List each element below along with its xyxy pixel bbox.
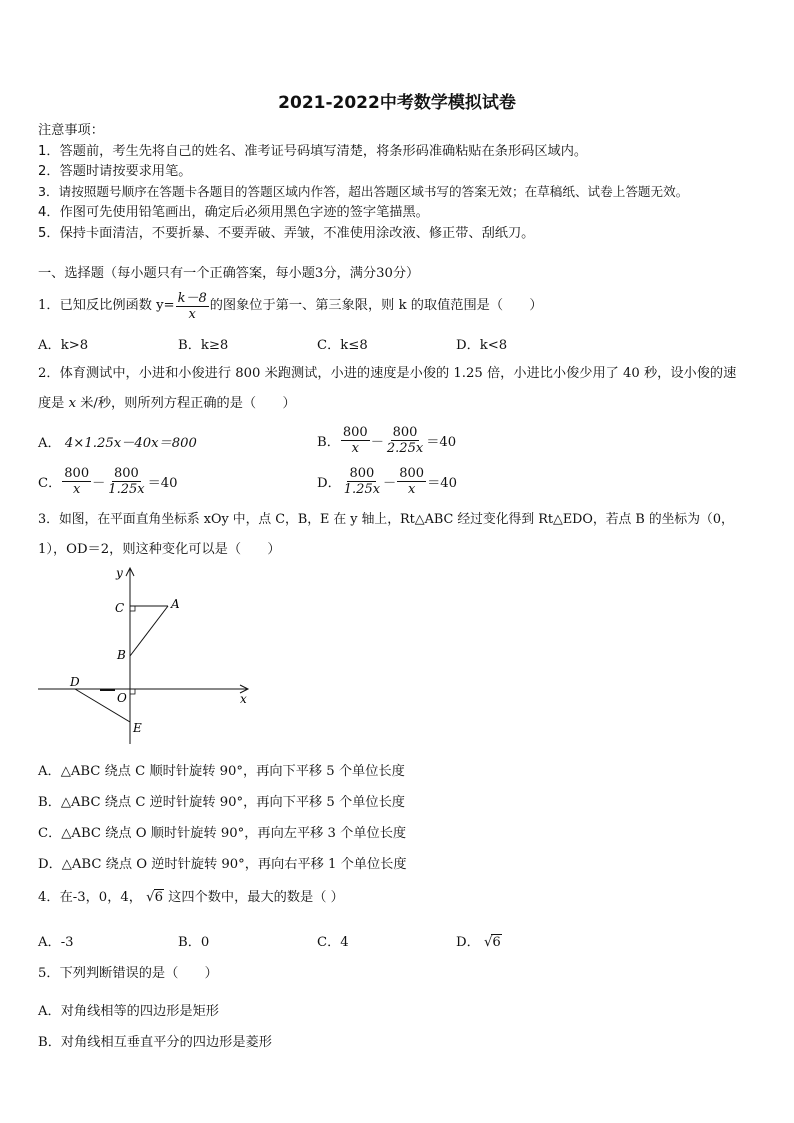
option-label: D．: [456, 935, 480, 950]
fraction: [397, 466, 426, 497]
q3-option-c: C．△ABC 绕点 O 顺时针旋转 90°，再向左平移 3 个单位长度: [38, 826, 407, 841]
q1-option-b: B．k≥8: [178, 338, 229, 353]
notice-item: 3．请按照题号顺序在答题卡各题目的答题区域内作答，超出答题区域书写的答案无效；在草稿纸、试卷上答题无效。: [38, 184, 689, 199]
fraction-denominator: x: [407, 481, 416, 497]
fraction-numerator: 800: [399, 465, 425, 481]
sqrt-expression: √6: [483, 935, 501, 950]
q4-option-d: [456, 931, 502, 950]
q2-option-d: [317, 461, 457, 501]
q1-fraction: [176, 291, 209, 322]
label-x: x: [240, 692, 247, 706]
label-c: C: [115, 601, 125, 615]
question-2-stem: 2．体育测试中，小进和小俊进行 800 米跑测试，小进的速度是小俊的 1.25 倍，小进比小俊少用了 40 秒，设小俊的速: [38, 366, 737, 381]
fraction-numerator: k－8: [177, 290, 207, 306]
fraction: [342, 466, 382, 497]
radicand: 6: [154, 890, 163, 905]
equation-rhs: ＝40: [147, 475, 178, 491]
label-e: E: [133, 721, 142, 735]
right-angle-mark-o: [130, 689, 135, 694]
option-label: B．: [317, 434, 340, 450]
minus-sign: －: [370, 434, 384, 450]
option-label: A．: [38, 436, 61, 451]
question-3-stem-cont: 1），OD＝2，则这种变化可以是（ ）: [38, 542, 281, 557]
label-b: B: [117, 648, 126, 662]
q3-option-a: A．△ABC 绕点 C 顺时针旋转 90°，再向下平移 5 个单位长度: [38, 764, 405, 779]
fraction-denominator: 1.25x: [108, 481, 145, 497]
q3-option-d: D．△ABC 绕点 O 逆时针旋转 90°，再向右平移 1 个单位长度: [38, 857, 407, 872]
q1-text-pre: 1．已知反比例函数 y=: [38, 298, 175, 313]
fraction-denominator: 2.25x: [386, 440, 424, 456]
q2-option-b: [317, 420, 456, 460]
label-d: D: [70, 675, 80, 689]
q5-option-a: A．对角线相等的四边形是矩形: [38, 1004, 219, 1019]
fraction: [341, 425, 370, 456]
fraction: [106, 466, 146, 497]
minus-sign: －: [383, 475, 397, 491]
sqrt-expression: √6: [146, 890, 163, 905]
notice-item: 2．答题时请按要求用笔。: [38, 164, 192, 179]
fraction-denominator: x: [73, 481, 81, 497]
question-2-stem-cont: [38, 396, 296, 412]
q4-text-post: 这四个数中，最大的数是（ ）: [168, 890, 344, 905]
fraction-denominator: 1.25x: [343, 481, 381, 497]
option-label: D．: [317, 475, 341, 491]
q2-text-post: 米/秒，则所列方程正确的是（ ）: [80, 396, 296, 411]
question-3-stem: 3．如图，在平面直角坐标系 xOy 中，点 C，B，E 在 y 轴上，Rt△ABC 经过变化得到 Rt△EDO，若点 B 的坐标为（0，: [38, 512, 734, 527]
segment-ab: [130, 606, 168, 656]
notice-item: 4．作图可先使用铅笔画出，确定后必须用黑色字迹的签字笔描黑。: [38, 205, 429, 220]
fraction-numerator: 800: [349, 465, 375, 481]
q4-option-c: C．4: [317, 935, 349, 950]
fraction-numerator: 800: [342, 424, 368, 440]
q1-option-a: A．k>8: [38, 338, 89, 353]
page-title: 2021-2022中考数学模拟试卷: [278, 93, 516, 113]
equation-rhs: ＝40: [426, 434, 457, 450]
q1-option-c: C．k≤8: [317, 338, 368, 353]
notice-item: 5．保持卡面清洁，不要折暴、不要弄破、弄皱，不准使用涂改液、修正带、刮纸刀。: [38, 226, 535, 241]
q4-text-pre: 4．在-3，0，4，: [38, 890, 142, 905]
q2-text-pre: 度是: [38, 396, 65, 411]
minus-sign: －: [92, 475, 106, 491]
label-y: y: [116, 566, 123, 580]
label-a: A: [171, 597, 180, 611]
q3-option-b: B．△ABC 绕点 C 逆时针旋转 90°，再向下平移 5 个单位长度: [38, 795, 405, 810]
q1-text-post: 的图象位于第一、第三象限，则 k 的取值范围是（ ）: [209, 298, 543, 313]
question-4-stem: [38, 890, 344, 906]
fraction-numerator: 800: [114, 465, 139, 481]
option-equation: 4×1.25x－40x＝800: [64, 436, 197, 451]
q2-option-c: [38, 461, 178, 501]
q4-option-a: A．-3: [38, 935, 74, 950]
fraction: [62, 466, 91, 497]
q4-option-b: B．0: [178, 935, 210, 950]
fraction: [385, 425, 425, 456]
option-label: C．: [38, 475, 62, 491]
question-5-stem: 5．下列判断错误的是（ ）: [38, 966, 218, 981]
fraction-denominator: x: [188, 306, 196, 322]
section-heading: 一、选择题（每小题只有一个正确答案，每小题3分，满分30分）: [38, 266, 420, 281]
right-angle-mark-c: [130, 606, 135, 611]
equation-rhs: ＝40: [427, 475, 458, 491]
coordinate-figure: [30, 560, 260, 750]
q2-variable: x: [68, 396, 77, 411]
label-o: O: [117, 691, 127, 705]
radicand: 6: [492, 935, 501, 950]
notice-heading: 注意事项：: [38, 123, 104, 138]
fraction-numerator: 800: [392, 424, 418, 440]
q2-option-a: [38, 432, 197, 451]
q5-option-b: B．对角线相互垂直平分的四边形是菱形: [38, 1035, 272, 1050]
question-1-stem: [38, 287, 543, 325]
fraction-denominator: x: [351, 440, 359, 456]
fraction-numerator: 800: [64, 465, 90, 481]
q1-option-d: D．k<8: [456, 338, 508, 353]
notice-item: 1．答题前，考生先将自己的姓名、准考证号码填写清楚，将条形码准确粘贴在条形码区域内。: [38, 144, 588, 159]
